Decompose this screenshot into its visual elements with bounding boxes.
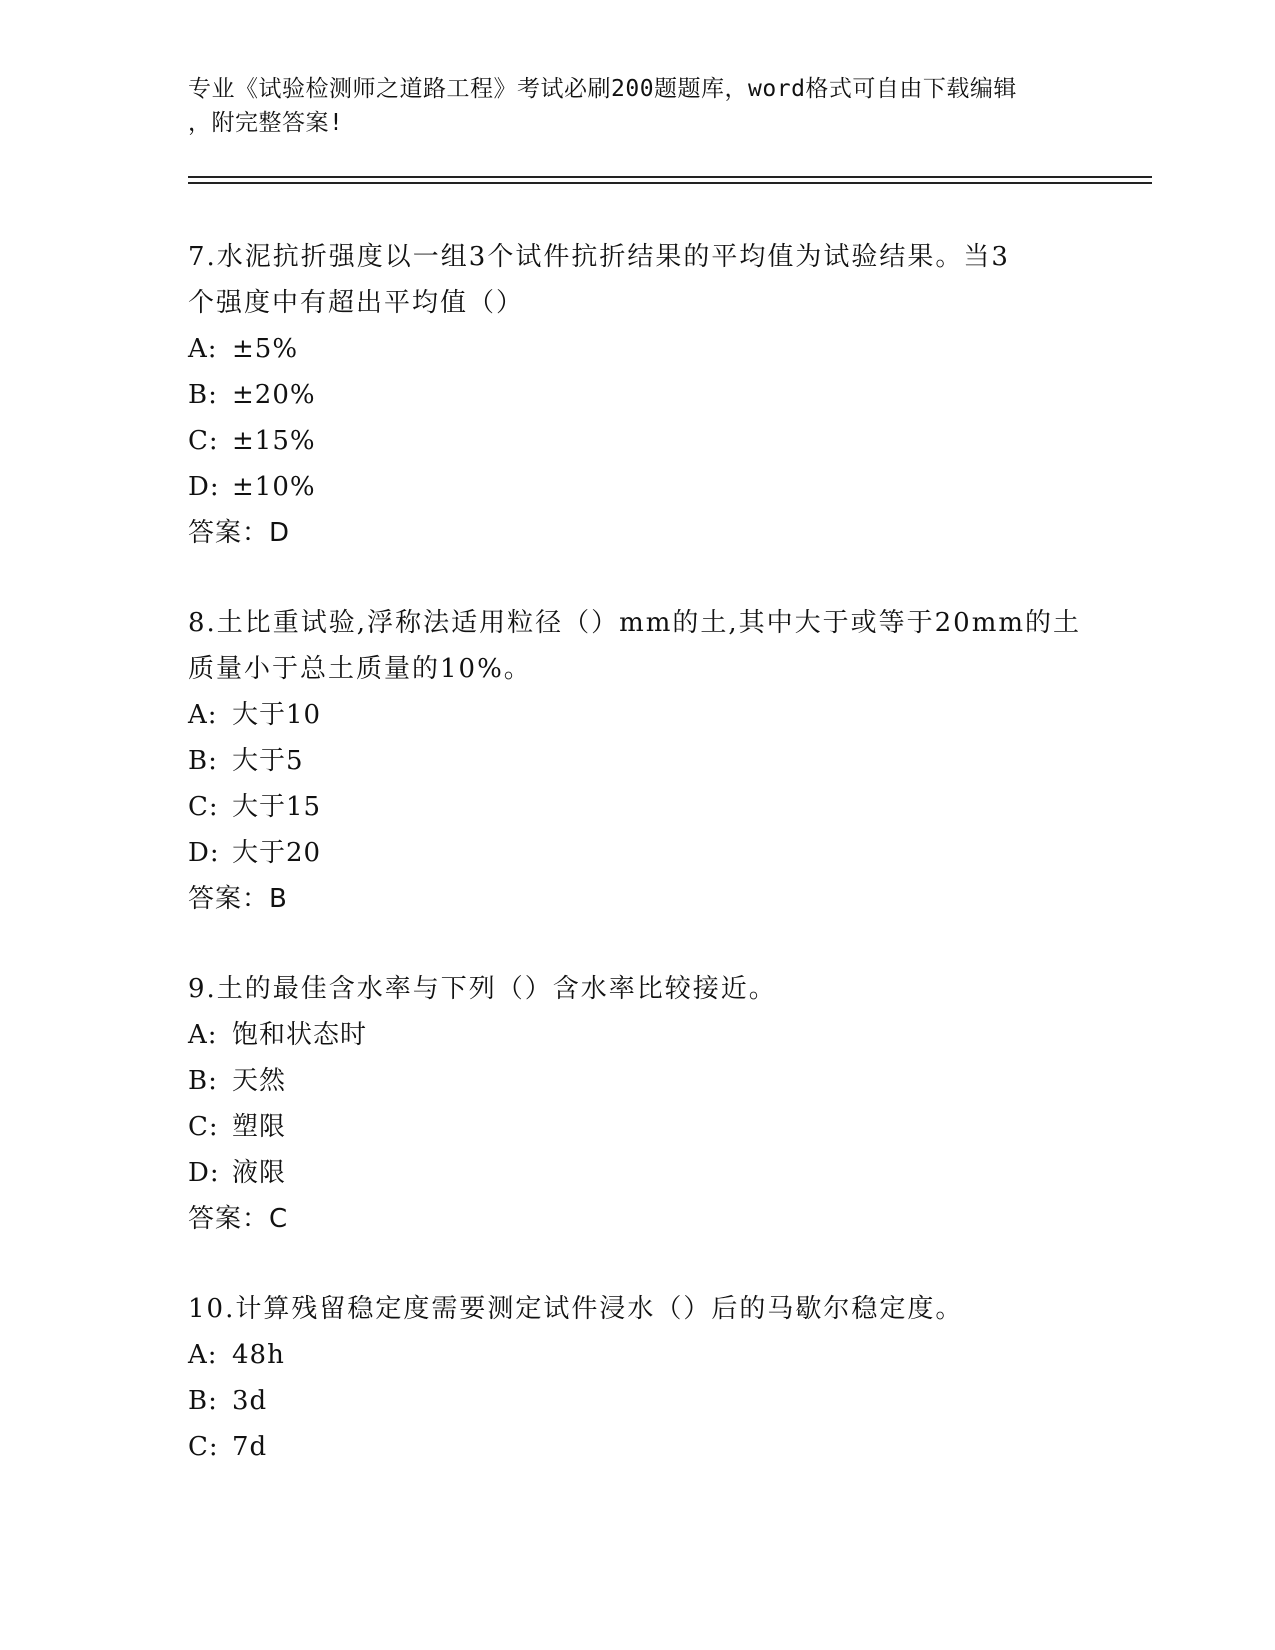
answer-line: 答案：B — [188, 884, 288, 914]
question-stem-line-1: 10.计算残留稳定度需要测定试件浸水（）后的马歇尔稳定度。 — [188, 1294, 964, 1324]
option-key: B: — [188, 1066, 218, 1096]
header-intro-line-1: 专业《试验检测师之道路工程》考试必刷200题题库，word格式可自由下载编辑 — [188, 76, 1017, 102]
option-a — [188, 692, 1088, 738]
option-text: 天然 — [232, 1066, 287, 1096]
option-key: D: — [188, 472, 220, 502]
question-9 — [188, 966, 1088, 1242]
question-stem-line-2: 质量小于总土质量的10%。 — [188, 654, 532, 684]
document-header — [188, 72, 1088, 140]
option-text: ±10% — [232, 472, 316, 502]
option-text: 48h — [232, 1340, 285, 1370]
option-b — [188, 1378, 1088, 1424]
option-text: ±5% — [232, 334, 299, 364]
option-text: 3d — [232, 1386, 268, 1416]
option-c — [188, 784, 1088, 830]
option-key: B: — [188, 380, 218, 410]
header-intro-line-2: ，附完整答案! — [188, 110, 344, 136]
option-key: A: — [188, 1020, 218, 1050]
option-key: D: — [188, 1158, 220, 1188]
option-text: 饱和状态时 — [232, 1020, 368, 1050]
question-stem-line-1: 7.水泥抗折强度以一组3个试件抗折结果的平均值为试验结果。当3 — [188, 242, 1010, 272]
option-a — [188, 1332, 1088, 1378]
option-key: B: — [188, 746, 218, 776]
option-key: C: — [188, 1432, 219, 1462]
option-d — [188, 830, 1088, 876]
option-key: C: — [188, 792, 219, 822]
option-text: 7d — [232, 1432, 268, 1462]
option-text: 大于5 — [232, 746, 304, 776]
option-key: C: — [188, 426, 219, 456]
answer-line: 答案：C — [188, 1204, 289, 1234]
header-divider-top — [188, 176, 1152, 178]
option-c — [188, 1424, 1088, 1470]
option-text: ±20% — [232, 380, 316, 410]
option-key: A: — [188, 700, 218, 730]
question-stem-line-1: 8.土比重试验,浮称法适用粒径（）mm的土,其中大于或等于20mm的土 — [188, 608, 1082, 638]
option-key: B: — [188, 1386, 218, 1416]
option-b — [188, 738, 1088, 784]
option-b — [188, 1058, 1088, 1104]
question-stem-line-2: 个强度中有超出平均值（） — [188, 288, 525, 318]
option-d — [188, 464, 1088, 510]
option-text: 塑限 — [232, 1112, 287, 1142]
option-text: 大于20 — [232, 838, 322, 868]
option-key: A: — [188, 1340, 218, 1370]
option-text: 液限 — [232, 1158, 287, 1188]
option-key: C: — [188, 1112, 219, 1142]
header-divider-bottom — [188, 182, 1152, 184]
answer-line: 答案：D — [188, 518, 291, 548]
option-a — [188, 326, 1088, 372]
question-7 — [188, 234, 1088, 556]
option-c — [188, 1104, 1088, 1150]
option-d — [188, 1150, 1088, 1196]
option-b — [188, 372, 1088, 418]
question-stem-line-1: 9.土的最佳含水率与下列（）含水率比较接近。 — [188, 974, 777, 1004]
option-text: ±15% — [232, 426, 316, 456]
option-text: 大于15 — [232, 792, 322, 822]
option-c — [188, 418, 1088, 464]
option-text: 大于10 — [232, 700, 322, 730]
question-8 — [188, 600, 1088, 922]
option-key: A: — [188, 334, 218, 364]
option-a — [188, 1012, 1088, 1058]
option-key: D: — [188, 838, 220, 868]
question-10 — [188, 1286, 1088, 1470]
